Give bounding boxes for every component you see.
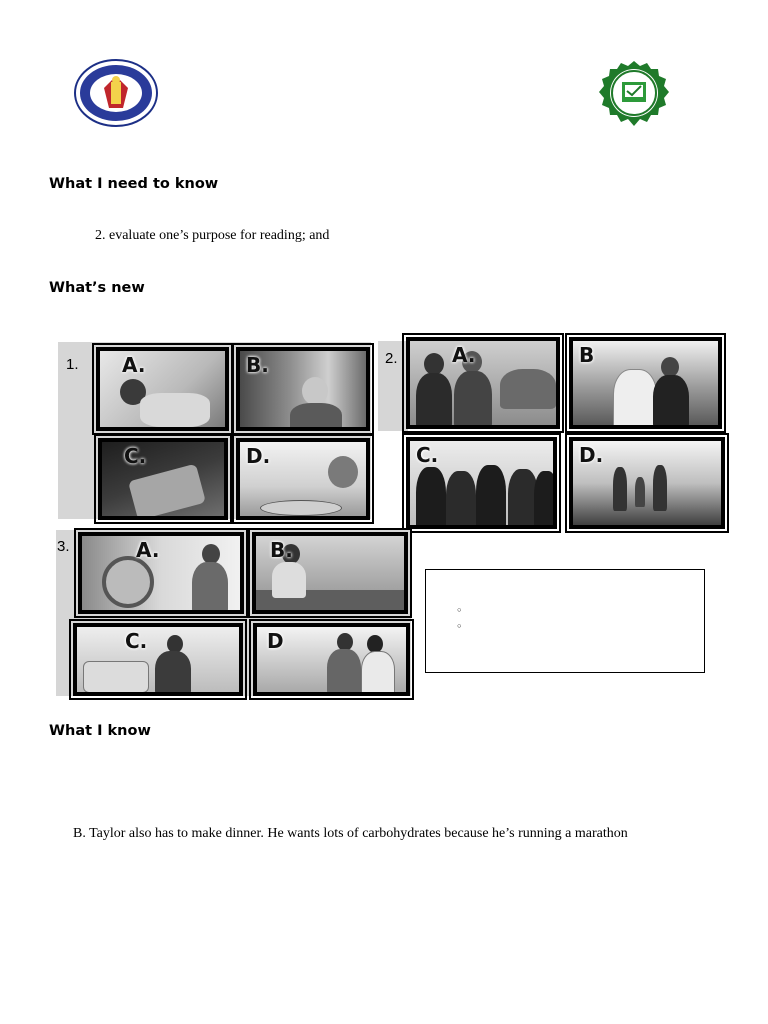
picture-2a <box>406 337 560 429</box>
picture-2d-label: D. <box>579 443 604 467</box>
picture-3a <box>78 532 244 614</box>
picture-2b-label: B <box>579 343 595 367</box>
picture-1b <box>236 347 370 431</box>
picture-1d-label: D. <box>246 444 271 468</box>
picture-1a <box>96 347 229 431</box>
note-box <box>425 569 705 673</box>
picture-3d <box>253 623 410 696</box>
note-bullet-2: ◦ <box>456 620 463 633</box>
picture-1c-label: C. <box>124 444 147 468</box>
picture-1b-label: B. <box>246 353 269 377</box>
section-heading-whats-new: What’s new <box>49 280 145 296</box>
picture-2c-label: C. <box>416 443 439 467</box>
objective-item: 2. evaluate one’s purpose for reading; and <box>95 228 330 243</box>
picture-1c <box>98 438 228 520</box>
section-heading-what-i-know: What I know <box>49 723 151 739</box>
note-bullet-1: ◦ <box>456 604 463 617</box>
picture-set-3-number: 3. <box>57 538 70 555</box>
picture-2a-label: A. <box>452 343 476 367</box>
picture-1d <box>236 438 370 520</box>
picture-3b-label: B. <box>270 538 293 562</box>
section-heading-need-to-know: What I need to know <box>49 176 219 192</box>
what-i-know-item: B. Taylor also has to make dinner. He wants lots of carbohydrates because he’s running a marathon <box>73 826 628 841</box>
picture-3d-label: D <box>267 629 284 653</box>
picture-set-2-number: 2. <box>385 350 398 367</box>
school-seal <box>598 60 670 128</box>
picture-3b <box>252 532 408 614</box>
picture-3a-label: A. <box>136 538 160 562</box>
picture-1a-label: A. <box>122 353 146 377</box>
picture-set-1-number: 1. <box>66 356 79 373</box>
picture-2b <box>569 337 722 429</box>
picture-2d <box>569 437 725 529</box>
deped-seal <box>73 58 159 128</box>
picture-3c-label: C. <box>125 629 148 653</box>
picture-2c <box>406 437 557 529</box>
picture-3c <box>73 623 243 696</box>
